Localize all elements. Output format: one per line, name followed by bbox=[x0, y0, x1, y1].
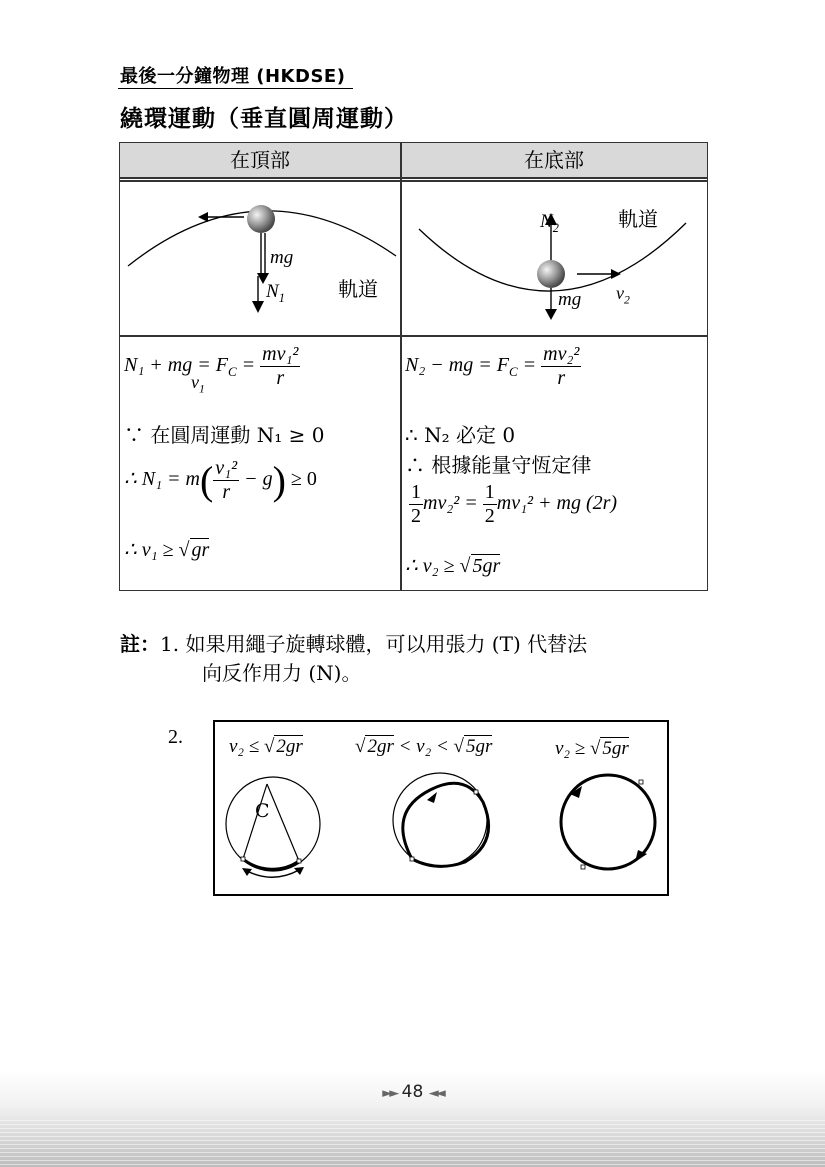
label-N2: $N_2$ bbox=[540, 211, 559, 235]
case3-condition: v₂ ≥ √ 5gr bbox=[555, 738, 629, 759]
page-number: ►► 48 ◄◄ bbox=[382, 1082, 443, 1102]
note-1: 註：1. 如果用繩子旋轉球體，可以用張力 (T) 代替法 向反作用力 (N)。 bbox=[120, 632, 588, 685]
top-eq-force: N₁ + mg = $F_C$ = $\frac{\text{mv₁²}}{r}$ bbox=[124, 343, 299, 389]
book-title: 最後一分鐘物理 (HKDSE) bbox=[120, 66, 346, 87]
column-header-top: 在頂部 bbox=[120, 143, 400, 177]
case2-circle bbox=[393, 773, 489, 867]
label-mg-bottom: mg bbox=[558, 289, 582, 310]
track-label-top: 軌道 bbox=[338, 277, 378, 301]
weight-arrow bbox=[257, 233, 269, 284]
footer-stripes bbox=[0, 1120, 825, 1167]
note-2-number: 2. bbox=[168, 726, 183, 748]
weight-arrow bbox=[545, 288, 557, 320]
bottom-eq-force: N₂ − mg = $F_C$ = $\frac{\text{mv₂²}}{r}$ bbox=[405, 343, 580, 389]
label-mg-top: mg bbox=[270, 247, 294, 268]
loop-circles bbox=[215, 772, 667, 896]
velocity-arrow bbox=[577, 269, 621, 279]
section-title: 繞環運動（垂直圓周運動） bbox=[120, 105, 408, 132]
ball bbox=[247, 205, 275, 233]
track-label-bottom: 軌道 bbox=[618, 207, 658, 231]
case1-condition: v₂ ≤ √ 2gr bbox=[229, 736, 303, 757]
case2-condition: √ 2gr < v₂ < √ 5gr bbox=[355, 736, 493, 757]
label-v2: $v_2$ bbox=[616, 283, 630, 307]
bottom-eq-line3: ∴ 根據能量守恆定律 bbox=[405, 453, 592, 477]
bottom-eq-result: ∴ v₂ ≥ √ 5gr bbox=[405, 555, 501, 577]
bottom-eq-line2: ∴ N₂ 必定 0 bbox=[405, 423, 516, 447]
header-divider bbox=[120, 177, 707, 179]
row-divider bbox=[120, 335, 707, 337]
label-v1: $v_1$ bbox=[191, 372, 205, 396]
top-eq-result: ∴ v₁ ≥ √ gr bbox=[124, 539, 210, 561]
label-N1: $N_1$ bbox=[266, 281, 285, 305]
bottom-eq-energy: $\frac{1}{2}$ mv₂² = $\frac{1}{2}$ mv₁² + mg (2r) bbox=[411, 481, 618, 527]
bottom-of-loop-diagram bbox=[401, 181, 707, 335]
center-label: C bbox=[255, 800, 270, 822]
top-eq-since: ∵ 在圓周運動 N₁ ≥ 0 bbox=[124, 423, 325, 447]
case1-circle bbox=[226, 777, 320, 877]
top-eq-therefore: ∴ N₁ = m( $\frac{\text{v₁²}}{r}$ − g) ≥ 0 bbox=[124, 457, 317, 503]
top-of-loop-diagram bbox=[120, 181, 400, 335]
case3-circle bbox=[561, 775, 655, 869]
column-header-bottom: 在底部 bbox=[401, 143, 707, 177]
title-underline bbox=[118, 88, 353, 89]
comparison-table bbox=[119, 142, 708, 591]
loop-cases-diagram bbox=[213, 720, 669, 896]
ball bbox=[537, 260, 565, 288]
